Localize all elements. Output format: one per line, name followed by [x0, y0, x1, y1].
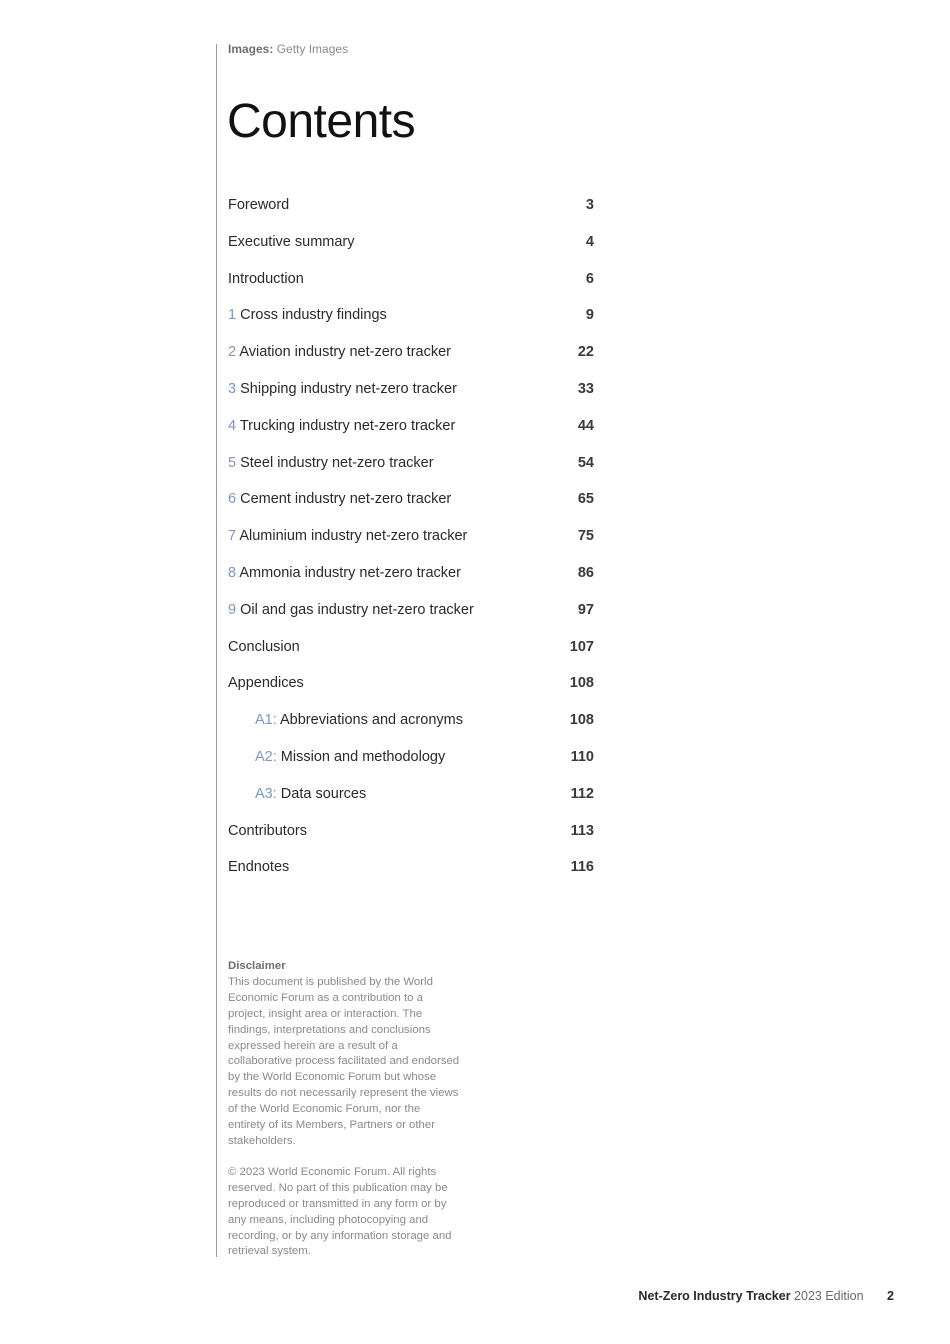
toc-entry-text: Cross industry findings	[240, 307, 387, 324]
toc-entry-text: Data sources	[280, 785, 367, 802]
toc-entry-text: Ammonia industry net-zero tracker	[239, 564, 461, 581]
toc-entry[interactable]	[228, 484, 596, 521]
toc-entry-text: Steel industry net-zero tracker	[240, 454, 434, 471]
toc-entry-page: 97	[577, 601, 594, 618]
toc-entry-number: 4	[228, 417, 237, 434]
image-credit-value: Getty Images	[276, 42, 349, 56]
toc-entry[interactable]	[228, 668, 596, 705]
toc-entry[interactable]	[228, 374, 596, 411]
toc-entry-page: 9	[585, 307, 594, 324]
toc-entry-number: 3	[228, 380, 237, 397]
toc-entry-page: 65	[577, 491, 594, 508]
footer-page-number: 2	[887, 1289, 894, 1303]
toc-entry[interactable]	[228, 742, 596, 779]
toc-entry-text: Conclusion	[228, 638, 300, 655]
toc-entry-label	[228, 749, 445, 765]
toc-entry[interactable]	[228, 411, 596, 448]
toc-entry-label	[228, 344, 451, 360]
toc-entry-page: 6	[585, 270, 594, 287]
toc-entry[interactable]	[228, 521, 596, 558]
toc-entry-text: Executive summary	[228, 233, 355, 250]
toc-entry-text: Contributors	[228, 822, 307, 839]
toc-entry-label	[228, 675, 304, 691]
toc-entry-label	[228, 381, 457, 397]
toc-entry-page: 108	[569, 675, 594, 692]
disclaimer-heading: Disclaimer	[228, 960, 286, 972]
toc-entry[interactable]	[228, 816, 596, 853]
toc-entry-label	[228, 859, 289, 875]
toc-entry-page: 22	[577, 344, 594, 361]
toc-entry-page: 54	[577, 454, 594, 471]
toc-entry[interactable]	[228, 779, 596, 816]
toc-entry-text: Trucking industry net-zero tracker	[239, 417, 456, 434]
toc-entry-text: Mission and methodology	[280, 748, 446, 765]
toc-entry-page: 86	[577, 564, 594, 581]
toc-entry-text: Oil and gas industry net-zero tracker	[240, 601, 474, 618]
toc-entry[interactable]	[228, 448, 596, 485]
toc-entry-text: Foreword	[228, 197, 290, 213]
toc-entry-page: 44	[577, 417, 594, 434]
toc-entry[interactable]	[228, 227, 596, 264]
toc-entry-number: A3:	[255, 785, 277, 802]
toc-entry-page: 110	[570, 748, 594, 765]
table-of-contents	[228, 190, 596, 889]
toc-entry-page: 33	[577, 380, 594, 397]
copyright-notice: © 2023 World Economic Forum. All rights reserved. No part of this publication may be reproduced or transmitted in any form or by any means, including photocopying and recording, or by any information storage and retrieval system.	[228, 1165, 452, 1258]
toc-entry-text: Cement industry net-zero tracker	[240, 491, 452, 508]
toc-entry-number: 1	[228, 307, 237, 324]
toc-entry-text: Appendices	[228, 675, 304, 692]
toc-entry[interactable]	[228, 852, 596, 889]
toc-entry[interactable]	[228, 632, 596, 669]
toc-entry[interactable]	[228, 337, 596, 374]
toc-entry-label	[228, 786, 366, 802]
toc-entry-text: Aluminium industry net-zero tracker	[239, 528, 468, 545]
toc-entry-number: 9	[228, 601, 237, 618]
footer-publication: Net-Zero Industry Tracker	[638, 1289, 791, 1303]
footer-edition: 2023 Edition	[794, 1289, 864, 1303]
toc-entry-number: 6	[228, 491, 237, 508]
toc-entry-label	[228, 455, 434, 471]
toc-entry-page: 75	[577, 528, 594, 545]
toc-entry-number: 7	[228, 528, 237, 545]
toc-entry-text: Abbreviations and acronyms	[280, 712, 463, 729]
toc-entry-label	[228, 271, 304, 287]
toc-entry[interactable]	[228, 264, 596, 301]
toc-entry[interactable]	[228, 190, 596, 227]
toc-entry[interactable]	[228, 558, 596, 595]
toc-entry-label	[228, 712, 463, 728]
image-credit-label: Images:	[228, 42, 274, 56]
toc-entry-label	[228, 491, 451, 507]
toc-entry-page: 113	[570, 822, 594, 839]
toc-entry-label	[228, 528, 467, 544]
toc-entry-number: 2	[228, 344, 237, 361]
margin-rule	[216, 44, 217, 1257]
toc-entry-text: Endnotes	[228, 859, 290, 876]
image-credit	[228, 42, 348, 56]
toc-entry-number: A1:	[255, 712, 277, 729]
toc-entry-label	[228, 234, 355, 250]
page-footer	[638, 1289, 894, 1303]
disclaimer-body: This document is published by the World Economic Forum as a contribution to a project, insight area or interaction. The findings, interpretations and conclusions expressed herein are a result of a collaborative process facilitated and endorsed by the World Economic Forum but whose results do not necessarily represent the views of the World Economic Forum, nor the entirety of its Members, Partners or other stakeholders.	[228, 975, 460, 1147]
toc-entry-page: 112	[570, 785, 594, 802]
toc-entry-label	[228, 418, 455, 434]
disclaimer	[228, 959, 460, 1260]
toc-entry-page: 116	[570, 859, 594, 876]
toc-entry[interactable]	[228, 300, 596, 337]
toc-entry-label	[228, 197, 289, 213]
toc-entry-text: Shipping industry net-zero tracker	[240, 380, 457, 397]
toc-entry-label	[228, 565, 461, 581]
toc-entry-number: 5	[228, 454, 237, 471]
toc-entry-label	[228, 307, 387, 323]
toc-entry-page: 3	[585, 197, 594, 213]
toc-entry-text: Aviation industry net-zero tracker	[239, 344, 451, 361]
toc-entry-number: 8	[228, 564, 237, 581]
toc-entry[interactable]	[228, 705, 596, 742]
toc-entry-label	[228, 639, 300, 655]
toc-entry[interactable]	[228, 595, 596, 632]
toc-entry-page: 108	[569, 712, 594, 729]
toc-entry-label	[228, 602, 474, 618]
page-title: Contents	[227, 95, 416, 148]
toc-entry-text: Introduction	[228, 270, 304, 287]
toc-entry-number: A2:	[255, 748, 277, 765]
toc-entry-page: 4	[585, 233, 594, 250]
toc-entry-label	[228, 823, 307, 839]
toc-entry-page: 107	[569, 638, 594, 655]
